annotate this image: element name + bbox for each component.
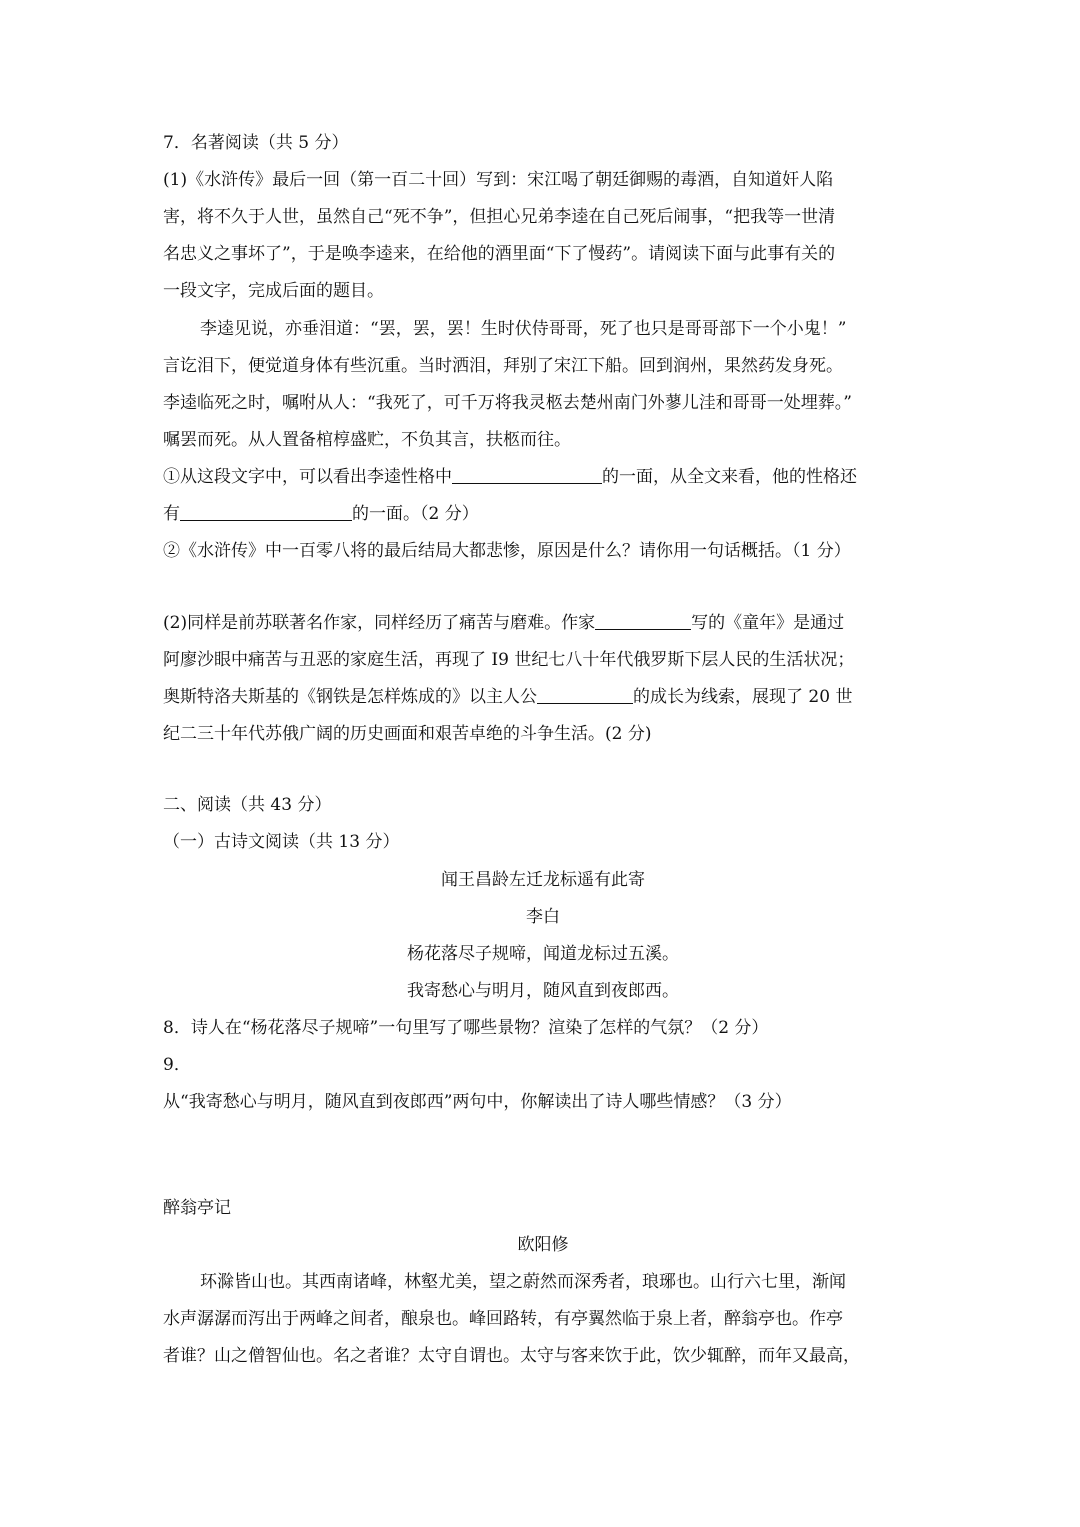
passage-line: 言讫泪下，便觉道身体有些沉重。当时洒泪，拜别了宋江下船。回到润州，果然药发身死。 — [163, 356, 843, 376]
q7-part2-text: 写的《童年》是通过 — [691, 613, 845, 633]
q9-number: 9． — [163, 1055, 191, 1075]
q7-part2-line: 阿廖沙眼中痛苦与丑恶的家庭生活，再现了 I9 世纪七八十年代俄罗斯下层人民的生活状况； — [163, 650, 855, 670]
q9-text: 从“我寄愁心与明月，随风直到夜郎西”两句中，你解读出了诗人哪些情感？（3 分） — [163, 1092, 792, 1112]
essay-line: 者谁？山之僧智仙也。名之者谁？太守自谓也。太守与客来饮于此，饮少辄醉，而年又最高， — [163, 1346, 860, 1366]
section2-subheading: （一）古诗文阅读（共 13 分） — [163, 832, 400, 852]
poem-line: 杨花落尽子规啼，闻道龙标过五溪。 — [407, 944, 679, 964]
q7-sub1-text: 有 — [163, 504, 180, 524]
answer-blank[interactable] — [595, 607, 691, 630]
passage-line: 李逵临死之时，嘱咐从人：“我死了，可千万将我灵柩去楚州南门外蓼儿洼和哥哥一处埋葬。” — [163, 393, 852, 413]
q7-part2-line — [163, 605, 923, 641]
q7-part2-text: 的成长为线索，展现了 20 世 — [633, 687, 853, 707]
q7-sub1-text: 的一面，从全文来看，他的性格还 — [602, 467, 857, 487]
passage-line: 李逵见说，亦垂泪道：“罢，罢，罢！生时伏侍哥哥，死了也只是哥哥部下一个小鬼！” — [200, 319, 847, 339]
q7-sub1-text: ①从这段文字中，可以看出李逵性格中 — [163, 467, 452, 487]
q7-part1-line: 一段文字，完成后面的题目。 — [163, 281, 384, 301]
q7-sub1-line — [163, 459, 923, 495]
essay-line: 水声潺潺而泻出于两峰之间者，酿泉也。峰回路转，有亭翼然临于泉上者，醉翁亭也。作亭 — [163, 1309, 843, 1329]
q7-part1-line: (1)《水浒传》最后一回（第一百二十回）写到：宋江喝了朝廷御赐的毒酒，自知道奸人陷 — [163, 170, 834, 190]
poem-author: 李白 — [526, 907, 560, 927]
section2-heading: 二、阅读（共 43 分） — [163, 795, 332, 815]
essay-line: 环滁皆山也。其西南诸峰，林壑尤美，望之蔚然而深秀者，琅琊也。山行六七里，渐闻 — [200, 1272, 846, 1292]
essay-title: 醉翁亭记 — [163, 1198, 231, 1218]
answer-blank[interactable] — [180, 498, 352, 521]
essay-author: 欧阳修 — [517, 1235, 569, 1255]
passage-line: 嘱罢而死。从人置备棺椁盛贮，不负其言，扶柩而往。 — [163, 430, 571, 450]
q7-part2-text: (2)同样是前苏联著名作家，同样经历了痛苦与磨难。作家 — [163, 613, 596, 633]
q7-sub1-line — [163, 496, 923, 532]
q7-part1-line: 名忠义之事坏了”，于是唤李逵来，在给他的酒里面“下了慢药”。请阅读下面与此事有关的 — [163, 244, 836, 264]
answer-blank[interactable] — [452, 461, 602, 484]
poem-title: 闻王昌龄左迁龙标遥有此寄 — [441, 870, 645, 890]
q7-sub2: ②《水浒传》中一百零八将的最后结局大都悲惨，原因是什么？请你用一句话概括。（1 分） — [163, 541, 851, 561]
q7-sub1-text: 的一面。（2 分） — [352, 504, 479, 524]
poem-line: 我寄愁心与明月，随风直到夜郎西。 — [407, 981, 679, 1001]
q8: 8．诗人在“杨花落尽子规啼”一句里写了哪些景物？渲染了怎样的气氛？（2 分） — [163, 1018, 769, 1038]
q7-part2-line: 纪二三十年代苏俄广阔的历史画面和艰苦卓绝的斗争生活。(2 分) — [163, 724, 652, 744]
answer-blank[interactable] — [537, 681, 633, 704]
q7-part2-line — [163, 679, 923, 715]
q7-part2-text: 奥斯特洛夫斯基的《钢铁是怎样炼成的》以主人公 — [163, 687, 537, 707]
q7-part1-line: 害，将不久于人世，虽然自己“死不争”，但担心兄弟李逵在自己死后闹事，“把我等一世清 — [163, 207, 836, 227]
q7-heading: 7．名著阅读（共 5 分） — [163, 133, 349, 153]
